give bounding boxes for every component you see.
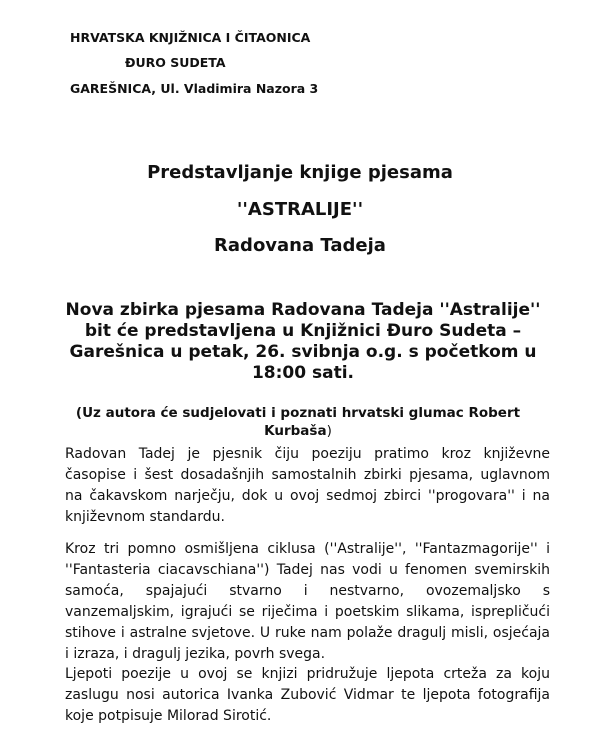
guest-note-text: (Uz autora će sudjelovati i poznati hrvatski glumac Robert Kurbaša	[75, 405, 521, 439]
guest-note-closing: )	[326, 423, 332, 439]
book-title: ''ASTRALIJE''	[236, 199, 364, 220]
library-name: HRVATSKA KNJIŽNICA I ČITAONICA	[70, 30, 311, 45]
guest-note	[40, 404, 556, 440]
library-address: GAREŠNICA, Ul. Vladimira Nazora 3	[70, 81, 319, 96]
library-subname: ĐURO SUDETA	[125, 55, 226, 70]
paragraph-cycles: Kroz tri pomno osmišljena ciklusa (''Astralije'', ''Fantazmagorije'' i ''Fantasteria ciacavschiana'') Tadej nas vodi u fenomen svemirskih samoća, spajajući stvarno i nestvarno, ovozemaljsko s vanzemaljskim, igrajući se riječima i poetskim slikama, isprepličući stihove i astralne svjetove. U ruke nam polaže dragulj misli, osjećaja i izraza, i dragulj jezika, povrh svega.	[65, 541, 550, 662]
paragraph-intro: Radovan Tadej je pjesnik čiju poeziju pratimo kroz književne časopise i šest dosadašnjih samostalnih zbirki pjesama, uglavnom na čakavskom narječju, dok u ovoj sedmoj zbirci ''progovara'' i na književnom standardu.	[65, 446, 550, 525]
event-title: Predstavljanje knjige pjesama	[147, 162, 453, 183]
announcement: Nova zbirka pjesama Radovana Tadeja ''Astralije'' bit će predstavljena u Knjižnici Đuro Sudeta – Garešnica u petak, 26. svibnja o.g. s početkom u 18:00 sati.	[65, 300, 541, 383]
author-name: Radovana Tadeja	[214, 235, 386, 256]
paragraph-illustrations: Ljepoti poezije u ovoj se knjizi pridružuje ljepota crteža za koju zaslugu nosi autorica Ivanka Zubović Vidmar te ljepota fotografija koje potpisuje Milorad Sirotić.	[65, 666, 550, 724]
